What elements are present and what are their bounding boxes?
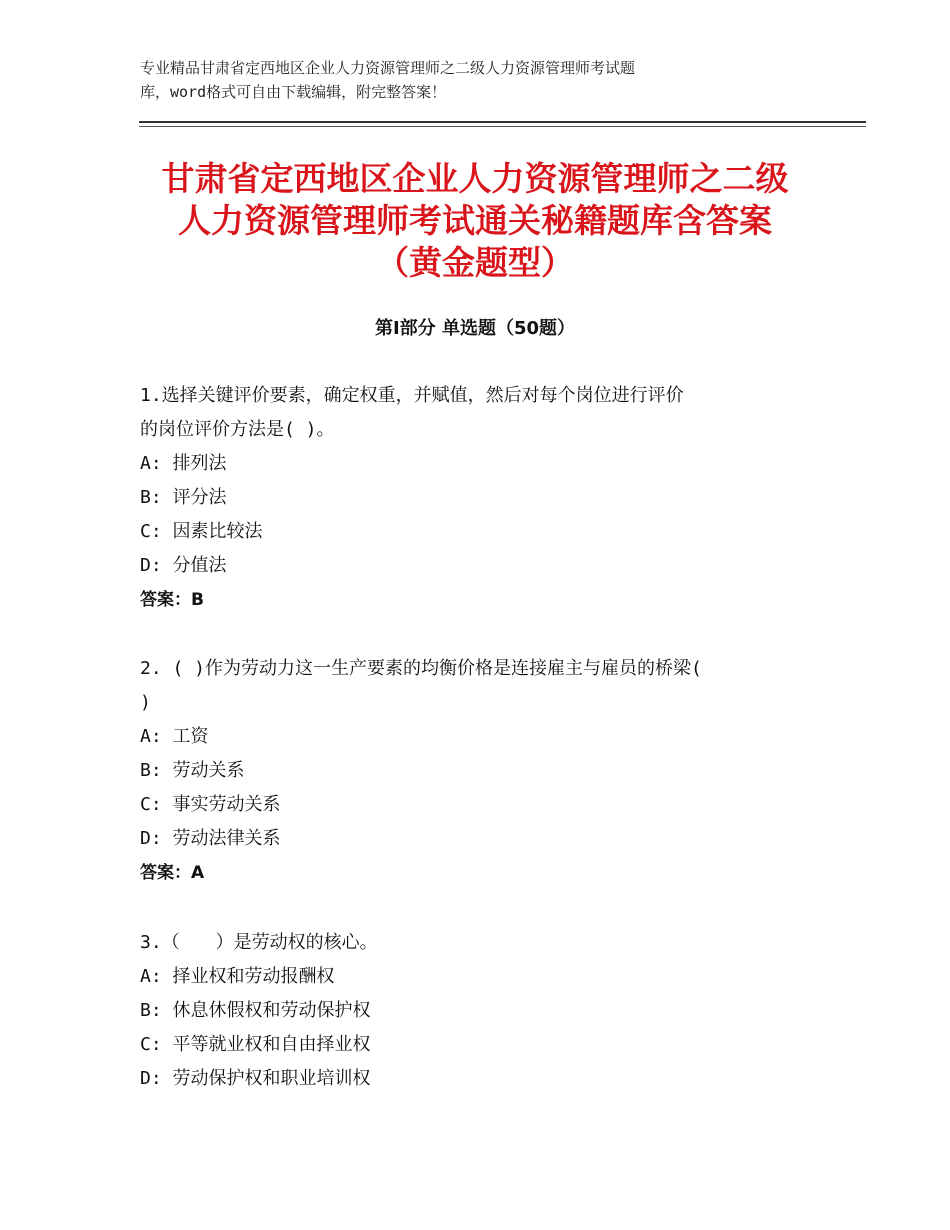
option-c: C: 事实劳动关系 (140, 794, 281, 815)
option-c: C: 平等就业权和自由择业权 (140, 1034, 371, 1055)
option-a: A: 择业权和劳动报酬权 (140, 966, 335, 987)
option-c: C: 因素比较法 (140, 521, 263, 542)
option-a: A: 工资 (140, 726, 209, 747)
option-d: D: 劳动法律关系 (140, 828, 281, 849)
document-title-line: 甘肃省定西地区企业人力资源管理师之二级 (161, 159, 789, 198)
section-heading: 第Ⅰ部分 单选题（50题） (374, 318, 575, 339)
answer-label: 答案：A (140, 863, 205, 883)
question-stem: 1.选择关键评价要素，确定权重，并赋值，然后对每个岗位进行评价 (140, 385, 684, 406)
header-divider-thin (139, 126, 866, 127)
option-d: D: 劳动保护权和职业培训权 (140, 1068, 371, 1089)
document-title (100, 158, 850, 284)
option-b: B: 评分法 (140, 487, 227, 508)
question-2 (140, 652, 820, 890)
header-note-line: 专业精品甘肃省定西地区企业人力资源管理师之二级人力资源管理师考试题 (140, 59, 636, 77)
option-a: A: 排列法 (140, 453, 227, 474)
header-divider-thick (139, 121, 866, 123)
question-stem: 2. ( )作为劳动力这一生产要素的均衡价格是连接雇主与雇员的桥梁( (140, 658, 702, 679)
header-note-line: 库，word格式可自由下载编辑，附完整答案！ (140, 83, 447, 101)
option-b: B: 劳动关系 (140, 760, 245, 781)
option-b: B: 休息休假权和劳动保护权 (140, 1000, 371, 1021)
question-stem: 的岗位评价方法是( )。 (140, 419, 335, 440)
document-title-line: 人力资源管理师考试通关秘籍题库含答案 (178, 201, 772, 240)
question-stem: 3.（ ）是劳动权的核心。 (140, 932, 378, 953)
question-3 (140, 926, 820, 1096)
answer-label: 答案：B (140, 590, 204, 610)
header-note (140, 56, 780, 104)
document-title-line: （黄金题型） (376, 243, 574, 282)
question-1 (140, 379, 820, 617)
question-stem: ) (140, 692, 151, 713)
option-d: D: 分值法 (140, 555, 227, 576)
